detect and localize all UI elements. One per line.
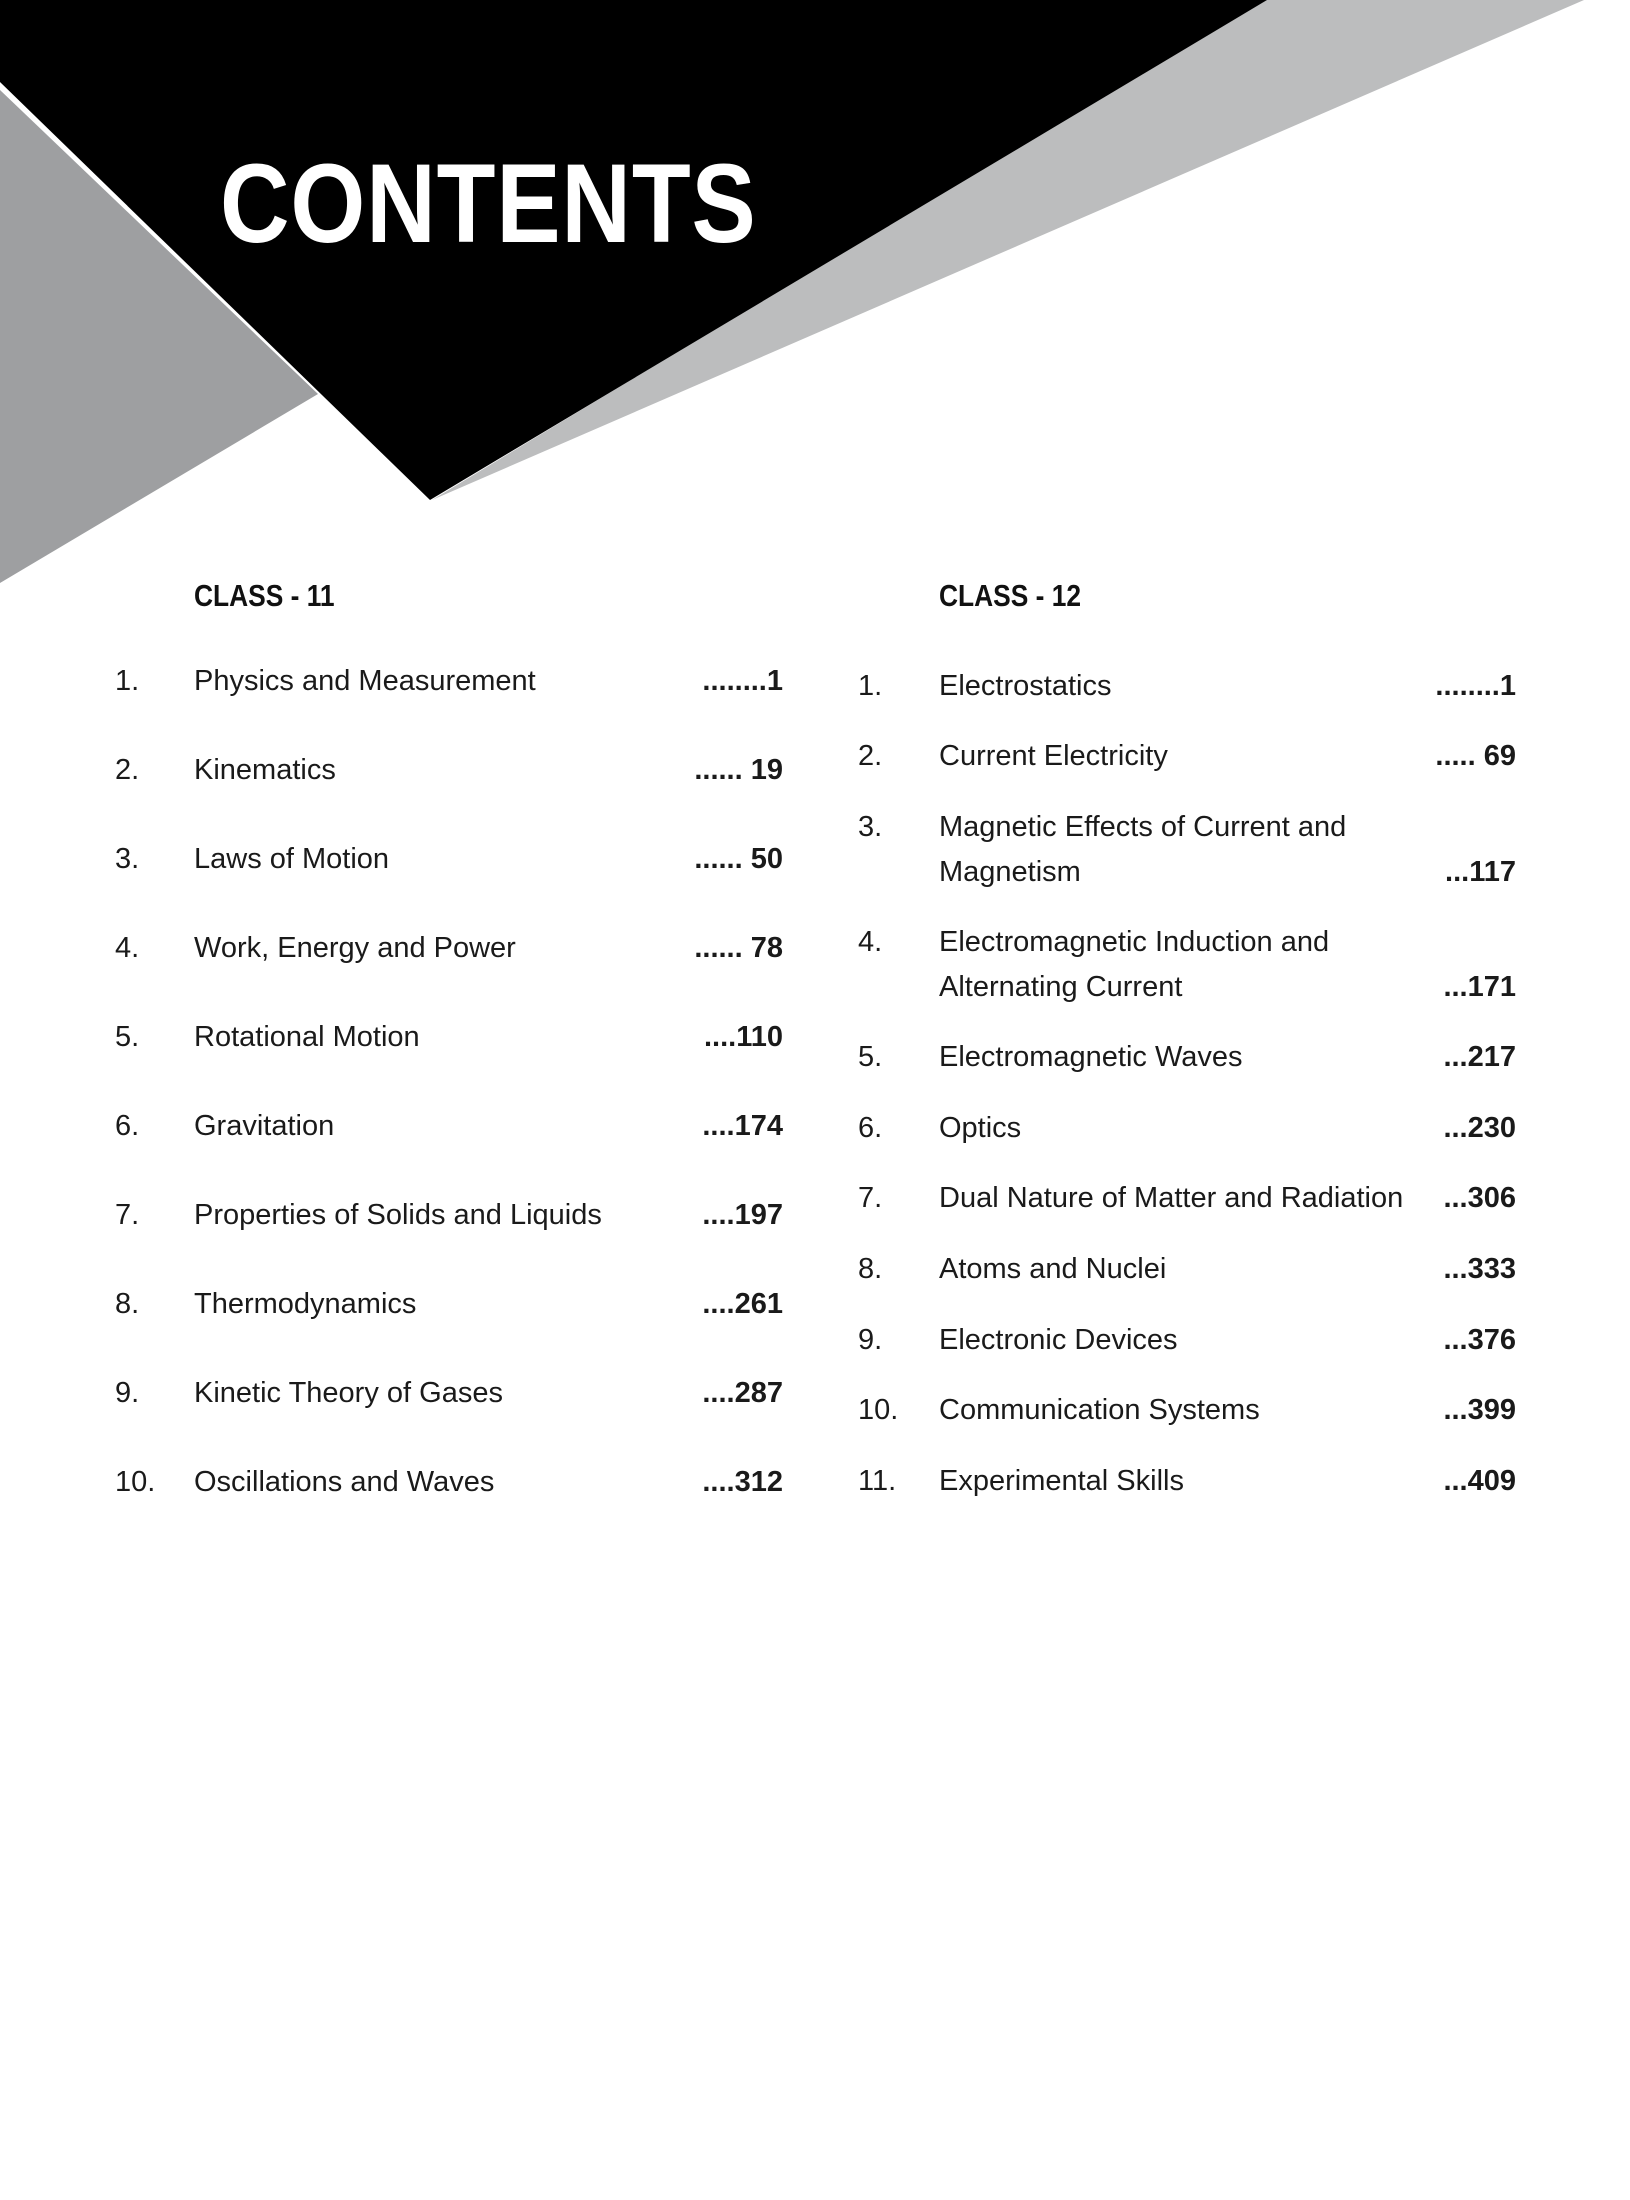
toc-entry[interactable] (115, 837, 783, 882)
toc-entry-title: Atoms and Nuclei (939, 1253, 1167, 1285)
toc-entry-number: 6. (115, 1110, 140, 1142)
toc-entry[interactable] (115, 1015, 783, 1060)
toc-entry-page: ........1 (702, 665, 783, 697)
toc-entry-page: ...230 (1443, 1112, 1516, 1144)
toc-entry-page: ...333 (1443, 1253, 1516, 1285)
toc-entry-page: ....312 (702, 1466, 783, 1498)
toc-entry[interactable] (858, 734, 1516, 779)
toc-entry-page: ....261 (702, 1288, 783, 1320)
toc-entry[interactable] (858, 1459, 1516, 1504)
toc-entry-title: Electrostatics (939, 670, 1112, 702)
toc-entry-number: 10. (858, 1394, 899, 1426)
toc-entry-number: 6. (858, 1112, 883, 1144)
toc-entry-title: Physics and Measurement (194, 665, 536, 697)
toc-entry-title: Rotational Motion (194, 1021, 420, 1053)
toc-entry[interactable] (115, 926, 783, 971)
toc-entry-number: 4. (858, 926, 883, 958)
toc-entry-number: 11. (858, 1465, 897, 1497)
toc-entry-number: 2. (115, 754, 140, 786)
toc-entry[interactable] (858, 664, 1516, 709)
toc-entry-title: Communication Systems (939, 1394, 1260, 1426)
toc-entry-number: 9. (858, 1324, 883, 1356)
toc-entry-number: 5. (858, 1041, 883, 1073)
toc-entry-number: 4. (115, 932, 140, 964)
toc-entry-number: 1. (858, 670, 883, 702)
toc-entry-page: ...117 (1445, 856, 1516, 888)
toc-entry-title: Properties of Solids and Liquids (194, 1199, 602, 1231)
toc-entry-title: Kinematics (194, 754, 336, 786)
toc-entry-number: 8. (858, 1253, 883, 1285)
toc-entry-page: ...... 19 (694, 754, 783, 786)
toc-entry-number: 3. (858, 811, 883, 843)
toc-entry-title: Electromagnetic Waves (939, 1041, 1243, 1073)
toc-entry-number: 10. (115, 1466, 156, 1498)
toc-entry-page: ..... 69 (1435, 740, 1516, 772)
toc-entry[interactable] (858, 1035, 1516, 1080)
toc-entry[interactable] (115, 1460, 783, 1505)
toc-entry-page: ........1 (1435, 670, 1516, 702)
toc-entry-title: Experimental Skills (939, 1465, 1184, 1497)
toc-entry-number: 8. (115, 1288, 140, 1320)
toc-entry[interactable] (115, 1282, 783, 1327)
toc-entry[interactable] (858, 1318, 1516, 1363)
toc-entry-title: Current Electricity (939, 740, 1168, 772)
toc-entry[interactable] (115, 1193, 783, 1238)
toc-entry[interactable] (858, 1106, 1516, 1151)
toc-entry-page: ....287 (702, 1377, 783, 1409)
toc-entry-page: ....197 (702, 1199, 783, 1231)
toc-entry-title: Electronic Devices (939, 1324, 1178, 1356)
toc-entry-title: Work, Energy and Power (194, 932, 516, 964)
toc-entry-page: ....110 (703, 1021, 783, 1053)
toc-entry[interactable] (858, 920, 1516, 1010)
toc-entry-title: Electromagnetic Induction and Alternating Current (939, 926, 1330, 1003)
toc-entry-page: ...399 (1443, 1394, 1516, 1426)
toc-entry-page: ...376 (1443, 1324, 1516, 1356)
toc-entry[interactable] (858, 1176, 1516, 1221)
toc-entry-title: Thermodynamics (194, 1288, 417, 1320)
toc-entry-page: ...306 (1443, 1182, 1516, 1214)
toc-entry-number: 2. (858, 740, 883, 772)
toc-entry-title: Oscillations and Waves (194, 1466, 495, 1498)
toc-entry-title: Laws of Motion (194, 843, 390, 875)
toc-entry-page: ...... 78 (694, 932, 783, 964)
toc-entry-number: 7. (115, 1199, 140, 1231)
toc-entry-number: 9. (115, 1377, 140, 1409)
toc-entry-title: Dual Nature of Matter and Radiation (939, 1182, 1404, 1214)
toc-entry-page: ...171 (1443, 971, 1516, 1003)
toc-entry-number: 5. (115, 1021, 140, 1053)
toc-entry[interactable] (858, 1388, 1516, 1433)
toc-entry-page: ....174 (702, 1110, 783, 1142)
page-title: CONTENTS (220, 141, 757, 266)
header-decoration (0, 0, 1630, 600)
toc-entry-page: ...217 (1443, 1041, 1516, 1073)
toc-entry-title: Optics (939, 1112, 1022, 1144)
toc-entry-number: 1. (115, 665, 140, 697)
toc-entry-page: ...409 (1443, 1465, 1516, 1497)
toc-entry-page: ...... 50 (694, 843, 783, 875)
toc-entry-title: Magnetic Effects of Current and Magnetism (939, 811, 1347, 888)
toc-entry[interactable] (858, 1247, 1516, 1292)
toc-entry-title: Kinetic Theory of Gases (194, 1377, 503, 1409)
toc-entry-number: 3. (115, 843, 140, 875)
toc-entry[interactable] (858, 805, 1516, 895)
class-11-heading: CLASS - 11 (194, 578, 335, 613)
toc-entry[interactable] (115, 1371, 783, 1416)
toc-entry[interactable] (115, 659, 783, 704)
toc-entry[interactable] (115, 1104, 783, 1149)
class-12-heading: CLASS - 12 (939, 578, 1082, 613)
toc-entry-number: 7. (858, 1182, 883, 1214)
toc-entry[interactable] (115, 748, 783, 793)
toc-entry-title: Gravitation (194, 1110, 335, 1142)
